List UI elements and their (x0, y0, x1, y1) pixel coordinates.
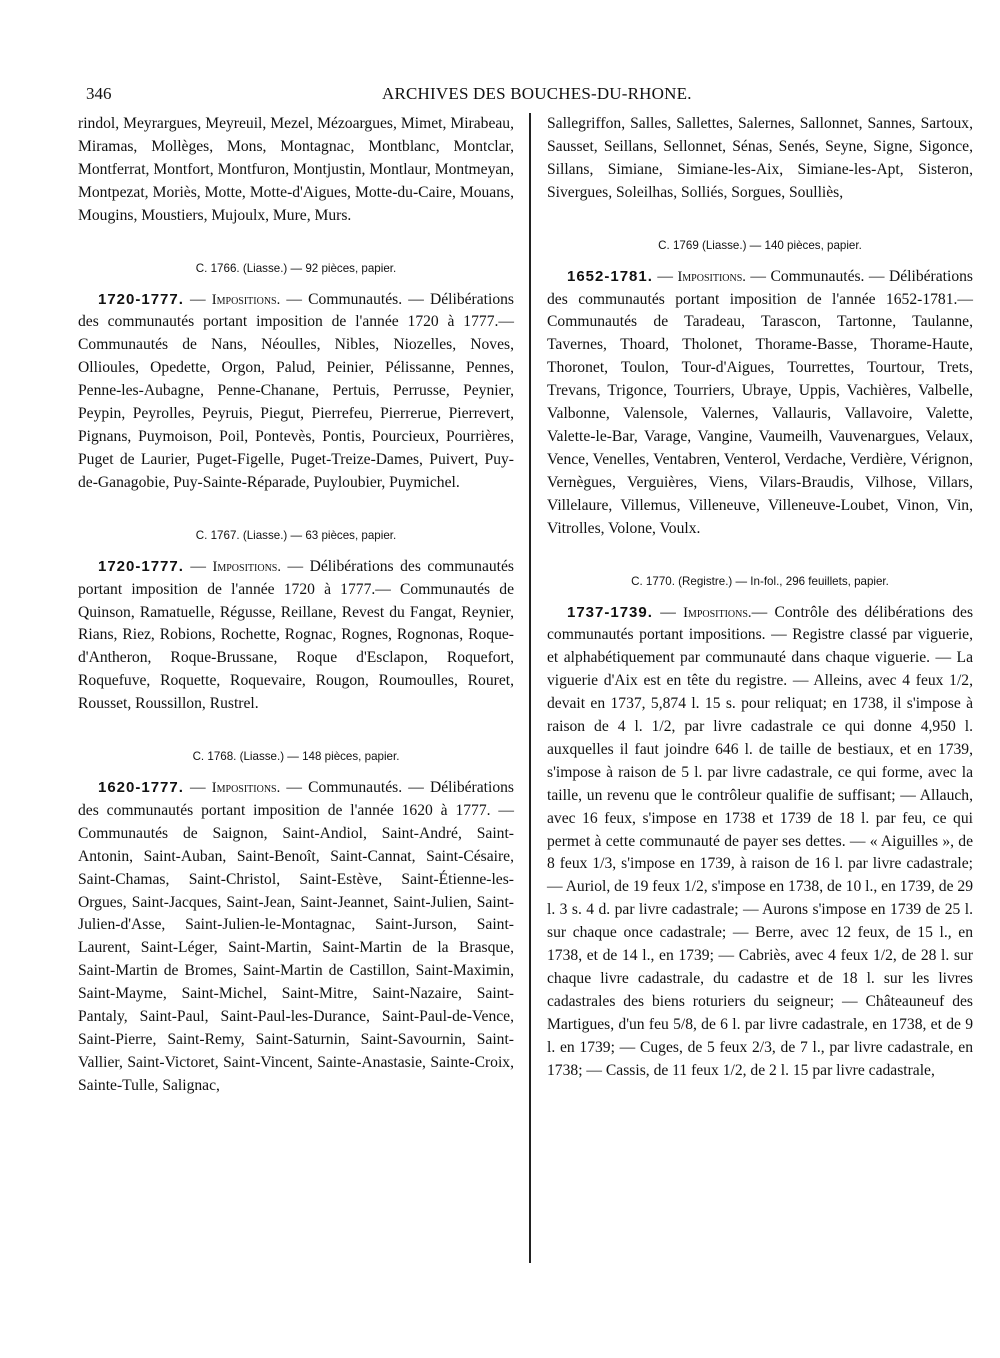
page-header (86, 84, 986, 110)
page-number: 346 (86, 84, 112, 103)
entry-rubric: Impositions. (211, 291, 281, 308)
entry-text: — Contrôle des délibérations des communautés portant impositions. — Registre classé par viguerie, et alphabétiquement par communauté dans chaque viguerie. — La viguerie d'Aix est en tête du registre. — Alleins, avec 4 feux 1/2, devait en 1737, 5,874 l. 15 s. pour reliquat; en 1738, il s'impose à raison de 4 l. 1/2, par livre cadastrale ce qui donne 4,950 l. auxquelles il faut joindre 646 l. de taille de bestiaux, et en 1739, s'impose à raison de 5 l. par livre cadastrale, ce qui forme, avec la taille, un revenu que le contrôleur qualifie de suffisant; — Allauch, avec 16 feux, s'impose en 1738 et 1739 de 18 l. par feu, ce qui permet à cette communauté de payer ses dettes. — « Aiguilles », de 8 feux 1/3, s'impose en 1739, à raison de 16 l. par livre cadastrale; — Auriol, de 19 feux 1/2, s'impose en 1738, de 10 l., en 1739, de 29 l. 3 s. 4 d. par livre cadastrale; — Aurons s'impose en 1739 de 25 l. sur chaque once cadastrale; — Berre, avec 12 feux, de 15 l., en 1738, et de 14 l., en 1739; — Cabriès, avec 4 feux 1/2, de 28 l. sur chaque livre cadastrale, du cadastre et de 18 l. sur les livres cadastrales des biens roturiers du seigneur; — Châteauneuf des Martigues, d'un feu 5/8, de 6 l. par livre cadastrale, en 1738, et de 9 l. en 1739; — Cuges, de 5 feux 2/3, de 7 l., par livre cadastrale, en 1738; — Cassis, de 11 feux 1/2, de 2 l. 15 par livre cadastrale, (547, 603, 974, 1079)
column-divider (529, 113, 531, 1263)
entry: 1720-1777. — Impositions. — Communautés. — Délibérations des communautés portant imposition de l'année 1720 à 1777.— Communautés de Nans, Néoulles, Nibles, Niozelles, Noves, Ollioules, Opedette, Orgon, Palud, Peinier, Pélissanne, Pennes, Penne-les-Aubagne, Penne-Chanane, Pertuis, Perrusse, Peynier, Peypin, Peyrolles, Peyruis, Piegut, Pierrefeu, Pierrerue, Pierrevert, Pignans, Puymoison, Poil, Pontevès, Pontis, Pourcieux, Pourrières, Puget de Laurier, Puget-Figelle, Puget-Treize-Dames, Puivert, Puy-de-Ganagobie, Puy-Sainte-Réparade, Puyloubier, Puymichel. (78, 290, 514, 491)
entry-rubric: Impositions. (683, 604, 752, 621)
entry-text: — Délibérations des communautés portant imposition de l'année 1720 à 1777.— Communautés de Quinson, Ramatuelle, Régusse, Reillane, Revest du Fangat, Reynier, Rians, Riez, Robions, Rochette, Rognac, Rognes, Rognonas, Roque-d'Antheron, Roque-Brussane, Roque d'Esclapon, Roquefort, Roquefuve, Roquette, Roquevaire, Rougon, Roumoulles, Rouret, Rousset, Roussillon, Rustrel. (78, 557, 515, 713)
continuation-text: Sallegriffon, Salles, Sallettes, Salernes, Sallonnet, Sannes, Sartoux, Sausset, Seillans, Sellonnet, Sénas, Senés, Seyne, Signe, Sigonce, Sillans, Simiane, Simiane-les-Aix, Simiane-les-Apt, Sisteron, Sivergues, Soleilhas, Solliés, Sorgues, Soulliès, (547, 115, 973, 201)
cote-line: C. 1768. (Liasse.) — 148 pièces, papier. (192, 750, 400, 764)
cote-line: C. 1770. (Registre.) — In-fol., 296 feuillets, papier. (631, 574, 889, 588)
entry-rubric: Impositions. (677, 268, 746, 285)
entry-date: 1720-1777. (98, 290, 184, 308)
entry: 1620-1777. — Impositions. — Communautés. — Délibérations des communautés portant imposition de l'année 1620 à 1777. — Communautés de Saignon, Saint-Andiol, Saint-André, Saint-Antonin, Saint-Auban, Saint-Benoît, Saint-Cannat, Saint-Césaire, Saint-Chamas, Saint-Christol, Saint-Estève, Saint-Étienne-les-Orgues, Saint-Jacques, Saint-Jean, Saint-Jeannet, Saint-Julien, Saint-Julien-d'Asse, Saint-Julien-le-Montagnac, Saint-Jurson, Saint-Laurent, Saint-Léger, Saint-Martin, Saint-Martin de la Brasque, Saint-Martin de Bromes, Saint-Martin de Castillon, Saint-Maximin, Saint-Mayme, Saint-Michel, Saint-Mitre, Saint-Nazaire, Saint-Pantaly, Saint-Paul, Saint-Paul-les-Durance, Saint-Paul-de-Vence, Saint-Pierre, Saint-Remy, Saint-Saturnin, Saint-Savournin, Saint-Vallier, Saint-Victoret, Saint-Vincent, Sainte-Anastasie, Sainte-Croix, Sainte-Tulle, Salignac, (78, 779, 514, 1094)
cote-line: C. 1767. (Liasse.) — 63 pièces, papier. (195, 528, 397, 542)
right-column (547, 113, 973, 1083)
left-column (78, 113, 514, 1098)
entry-rubric: Impositions. (212, 558, 281, 575)
entry-date: 1620-1777. (98, 779, 184, 797)
entry: 1737-1739. — Impositions.— Contrôle des délibérations des communautés portant impositions. — Registre classé par viguerie, et alphabétiquement par communauté dans chaque viguerie. — La viguerie d'Aix est en tête du registre. — Alleins, avec 4 feux 1/2, devait en 1737, 5,874 l. 15 s. pour reliquat; en 1738, il s'impose à raison de 4 l. 1/2, par livre cadastrale ce qui donne 4,950 l. auxquelles il faut joindre 646 l. de taille de bestiaux, et en 1739, s'impose à raison de 5 l. par livre cadastrale, ce qui forme, avec la taille, un revenu que le contrôleur qualifie de suffisant; — Allauch, avec 16 feux, s'impose en 1738 et 1739 de 18 l. par feu, ce qui permet à cette communauté de payer ses dettes. — « Aiguilles », de 8 feux 1/3, s'impose en 1739, à raison de 16 l. par livre cadastrale; — Auriol, de 19 feux 1/2, s'impose en 1738, de 10 l., en 1739, de 29 l. 3 s. 4 d. par livre cadastrale; — Aurons s'impose en 1739 de 25 l. sur chaque once cadastrale; — Berre, avec 12 feux, de 15 l., en 1738, et de 14 l., en 1739; — Cabriès, avec 4 feux 1/2, de 28 l. sur chaque livre cadastrale, du cadastre et de 18 l. sur les livres cadastrales des biens roturiers du seigneur; — Châteauneuf des Martigues, d'un feu 5/8, de 6 l. par livre cadastrale, en 1738, et de 9 l. en 1739; — Cuges, de 5 feux 2/3, de 7 l., par livre cadastrale, en 1738; — Cassis, de 11 feux 1/2, de 2 l. 15 par livre cadastrale, (547, 603, 974, 1079)
continuation-text: rindol, Meyrargues, Meyreuil, Mezel, Mézoargues, Mimet, Mirabeau, Miramas, Mollèges, Mons, Montagnac, Montblanc, Montclar, Montferrat, Montfort, Montfuron, Montjustin, Montlaur, Montmeyan, Montpezat, Moriès, Motte, Motte-d'Aigues, Motte-du-Caire, Mouans, Mougins, Moustiers, Mujoulx, Mure, Murs. (78, 115, 514, 224)
cote-line: C. 1769 (Liasse.) — 140 pièces, papier. (658, 238, 862, 252)
entry-text: — Communautés. — Délibérations des communautés portant imposition de l'année 1720 à 1777.— Communautés de Nans, Néoulles, Nibles, Niozelles, Noves, Ollioules, Opedette, Orgon, Palud, Peinier, Pélissanne, Pennes, Penne-les-Aubagne, Penne-Chanane, Pertuis, Perrusse, Peynier, Peypin, Peyrolles, Peyruis, Piegut, Pierrefeu, Pierrerue, Pierrevert, Pignans, Puymoison, Poil, Pontevès, Pontis, Pourcieux, Pourrières, Puget de Laurier, Puget-Figelle, Puget-Treize-Dames, Puivert, Puy-de-Ganagobie, Puy-Sainte-Réparade, Puyloubier, Puymichel. (78, 290, 514, 491)
entry-text: — Communautés. — Délibérations des communautés portant imposition de l'année 1620 à 1777. — Communautés de Saignon, Saint-Andiol, Saint-André, Saint-Antonin, Saint-Auban, Saint-Benoît, Saint-Cannat, Saint-Césaire, Saint-Chamas, Saint-Christol, Saint-Estève, Saint-Étienne-les-Orgues, Saint-Jacques, Saint-Jean, Saint-Jeannet, Saint-Julien, Saint-Julien-d'Asse, Saint-Julien-le-Montagnac, Saint-Jurson, Saint-Laurent, Saint-Léger, Saint-Martin, Saint-Martin de la Brasque, Saint-Martin de Bromes, Saint-Martin de Castillon, Saint-Maximin, Saint-Mayme, Saint-Michel, Saint-Mitre, Saint-Nazaire, Saint-Pantaly, Saint-Paul, Saint-Paul-les-Durance, Saint-Paul-de-Vence, Saint-Pierre, Saint-Remy, Saint-Saturnin, Saint-Savournin, Saint-Vallier, Saint-Victoret, Saint-Vincent, Sainte-Anastasie, Sainte-Croix, Sainte-Tulle, Salignac, (78, 779, 514, 1094)
entry: 1652-1781. — Impositions. — Communautés. — Délibérations des communautés portant imposition de l'année 1652-1781.— Communautés de Taradeau, Tarascon, Tartonne, Taulanne, Tavernes, Thoard, Tholonet, Thorame-Basse, Thorame-Haute, Thoronet, Toulon, Tour-d'Aigues, Tourrettes, Tourtour, Trets, Trevans, Trigonce, Tourriers, Ubraye, Uppis, Vachières, Valbelle, Valbonne, Valensole, Valernes, Vallauris, Vallavoire, Valette, Valette-le-Bar, Varage, Vangine, Vaumeilh, Vauvenargues, Velaux, Vence, Venelles, Ventabren, Venterol, Verdache, Verdière, Vérignon, Vernègues, Verguières, Viens, Vilars-Braudis, Vilhose, Villars, Villelaure, Villemus, Villeneuve, Villeneuve-Loubet, Vinon, Vin, Vitrolles, Volone, Voulx. (547, 267, 974, 537)
entry-rubric: Impositions. (211, 780, 281, 797)
entry-text: — Communautés. — Délibérations des communautés portant imposition de l'année 1652-1781.— Communautés de Taradeau, Tarascon, Tartonne, Taulanne, Tavernes, Thoard, Tholonet, Thorame-Basse, Thorame-Haute, Thoronet, Toulon, Tour-d'Aigues, Tourrettes, Tourtour, Trets, Trevans, Trigonce, Tourriers, Ubraye, Uppis, Vachières, Valbelle, Valbonne, Valensole, Valernes, Vallauris, Vallavoire, Valette, Valette-le-Bar, Varage, Vangine, Vaumeilh, Vauvenargues, Velaux, Vence, Venelles, Ventabren, Venterol, Verdache, Verdière, Vérignon, Vernègues, Verguières, Viens, Vilars-Braudis, Vilhose, Villars, Villelaure, Villemus, Villeneuve, Villeneuve-Loubet, Vinon, Vin, Vitrolles, Volone, Voulx. (547, 267, 974, 537)
entry-date: 1720-1777. (98, 557, 184, 575)
cote-line: C. 1766. (Liasse.) — 92 pièces, papier. (195, 261, 397, 275)
entry-date: 1652-1781. (567, 267, 653, 285)
entry-date: 1737-1739. (567, 603, 653, 621)
entry: 1720-1777. — Impositions. — Délibérations des communautés portant imposition de l'année 1720 à 1777.— Communautés de Quinson, Ramatuelle, Régusse, Reillane, Revest du Fangat, Reynier, Rians, Riez, Robions, Rochette, Rognac, Rognes, Rognonas, Roque-d'Antheron, Roque-Brussane, Roque d'Esclapon, Roquefort, Roquefuve, Roquette, Roquevaire, Rougon, Roumoulles, Rouret, Rousset, Roussillon, Rustrel. (78, 557, 515, 713)
running-title: ARCHIVES DES BOUCHES-DU-RHONE. (382, 84, 692, 103)
